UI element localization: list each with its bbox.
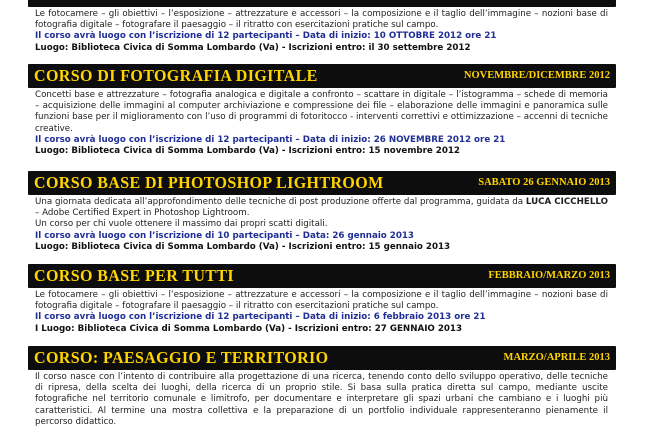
course-header-bar (28, 171, 616, 195)
course-body (28, 195, 616, 253)
instructor-name: LUCA CICCHELLO (525, 197, 608, 207)
course-section-base-for-all (28, 264, 616, 335)
course-enrollment-info: Il corso avrà luogo con l’iscrizione di 12 partecipanti – Data di inizio: 6 febbraio 2013 ore 21 (35, 312, 486, 323)
course-period: NOVEMBRE/DICEMBRE 2012 (463, 70, 610, 81)
course-title: CORSO DI FOTOGRAFIA DIGITALE (34, 66, 318, 85)
course-body (28, 88, 616, 157)
course-description-extra: Un corso per chi vuole ottenere il massimo dai propri scatti digitali. (35, 219, 328, 230)
course-description-tail: – Adobe Certified Expert in Photoshop Lightroom. (35, 208, 250, 219)
course-title: CORSO: PAESAGGIO E TERRITORIO (34, 348, 329, 367)
course-enrollment-info: Il corso avrà luogo con l’iscrizione di 12 partecipanti – Data di inizio: 26 NOVEMBRE 2012 ore 21 (35, 134, 506, 145)
course-title: CORSO BASE PER TUTTI (34, 266, 235, 285)
course-period (470, 0, 610, 7)
course-body (28, 288, 616, 335)
course-description: Il corso nasce con l’intento di contribuire alla progettazione di una ricerca, tenendo conto dello sviluppo operativo, delle tecniche di ripresa, della scelta dei luoghi, della ricerca di un proprio stile. Si basa sulla pratica diretta sul campo, mediante uscite fotografiche nel territorio comunale e limitrofo, per documentare e interpretare gli spazi urbani che cambiano e i luoghi più caratteristici. Al termine una mostra collettiva e la preparazione di un portfolio individuale rappresenteranno pienamente il percorso didattico. (35, 372, 608, 427)
course-section-lightroom (28, 171, 616, 253)
course-title: CORSO BASE DI PHOTOSHOP LIGHTROOM (34, 173, 384, 192)
course-period: MARZO/APRILE 2013 (503, 352, 610, 363)
course-period: FEBBRAIO/MARZO 2013 (488, 270, 610, 281)
course-header-bar (28, 64, 616, 88)
course-header-bar (28, 264, 616, 288)
course-period: SABATO 26 GENNAIO 2013 (478, 177, 610, 188)
course-description: Le fotocamere – gli obiettivi – l’esposizione – attrezzature e accessori – la composizione e il taglio dell’immagine – nozioni base di fotografia digitale – fotografare il paesaggio – il ritratto con esercitazioni pratiche sul campo. (35, 290, 608, 312)
course-location: Luogo: Biblioteca Civica di Somma Lombardo (Va) - Iscrizioni entro: il 30 settembre 2012 (35, 42, 471, 53)
course-location: Luogo: Biblioteca Civica di Somma Lombardo (Va) - Iscrizioni entro: 15 gennaio 2013 (35, 241, 451, 252)
course-body (28, 7, 616, 54)
course-description: Concetti base e attrezzature – fotografia analogica e digitale a confronto – scattare in digitale – l’istogramma – schede di memoria – acquisizione delle immagini al computer archiviazione e compressione dei file – elaborazione delle immagini e panoramica sulle funzioni base per il miglioramento con l’uso di programmi di fotoritocco - interventi correttivi e ottimizzazione – accenni di tecniche creative. (35, 90, 608, 134)
course-description: Le fotocamere – gli obiettivi – l’esposizione – attrezzature e accessori – la composizione e il taglio dell’immagine – nozioni base di fotografia digitale – fotografare il paesaggio – il ritratto con esercitazioni pratiche sul campo. (35, 9, 608, 31)
course-section-digital-photography (28, 64, 616, 157)
course-section-landscape-territory (28, 346, 616, 428)
course-header-bar (28, 346, 616, 370)
course-location: I Luogo: Biblioteca Civica di Somma Lombardo (Va) - Iscrizioni entro: 27 GENNAIO 2013 (35, 323, 463, 334)
course-enrollment-info: Il corso avrà luogo con l’iscrizione di 12 partecipanti – Data di inizio: 10 OTTOBRE 2012 ore 21 (35, 31, 497, 42)
course-header-bar (28, 0, 616, 7)
course-enrollment-info: Il corso avrà luogo con l’iscrizione di 10 partecipanti – Data: 26 gennaio 2013 (35, 230, 414, 241)
course-section-base-autumn (28, 0, 616, 54)
course-location: Luogo: Biblioteca Civica di Somma Lombardo (Va) - Iscrizioni entro: 15 novembre 2012 (35, 146, 460, 157)
course-description-lead: Una giornata dedicata all’approfondimento delle tecniche di post produzione offerte dal programma, guidata da (35, 197, 526, 207)
course-description (35, 197, 608, 219)
course-body (28, 370, 616, 428)
